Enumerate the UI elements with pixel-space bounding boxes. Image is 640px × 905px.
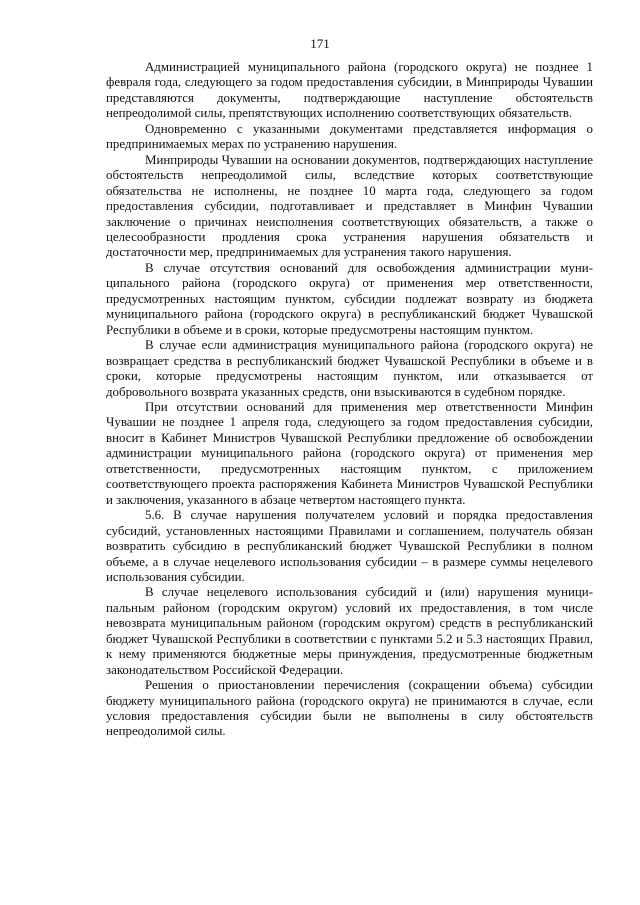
paragraph-budget-coercion: В случае нецелевого использования субсидий и (или) нарушения муниципальным районом (городским округом) условий их предоставления, в том числе невозврата муниципальным районом (городским округом) средств в республиканский бюджет Чувашской Республики в соответствии с пунктами 5.2 и 5.3 настоящих Правил, к нему применяются бюджетные меры принуждения, предусмотренные бюджетным законодательством Российской Федерации.: [106, 585, 593, 677]
paragraph-measures-information: Одновременно с указанными документами представляется информация о предпринимаемых мерах по устранению нарушения.: [106, 121, 593, 152]
paragraph-release-proposal: При отсутствии оснований для применения мер ответственности Минфин Чувашии не позднее 1 апреля года, следующего за годом предоставления субсидии, вносит в Кабинет Министров Чувашской Республики предложение об освобождении администрации муниципального района (городского округа) от применения мер ответственности, предусмотренных настоящим пунктом, с приложением соответствующего проекта распоряжения Кабинета Министров Чувашской Республики и заключения, указанного в абзаце четвертом настоящего пункта.: [106, 399, 593, 507]
paragraph-subsidy-return: В случае отсутствия оснований для освобождения администрации муниципального района (городского округа) от применения мер ответственности, предусмотренных настоящим пунктом, субсидии подлежат возврату из бюджета муниципального района (городского округа) в республиканский бюджет Чувашской Республики в объеме и в сроки, которые предусмотрены настоящим пунктом.: [106, 260, 593, 337]
page-number: 171: [310, 36, 330, 51]
paragraph-ministry-conclusion: Минприроды Чувашии на основании документов, подтверждающих наступление обстоятельств непреодолимой силы, вследствие которых соответствующие обязательства не исполнены, не позднее 10 марта года, следующего за годом предоставления субсидии, подготавливает и представляет в Минфин Чувашии заключение о причинах неисполнения соответствующих обязательств, а также о целесообразности продления срока устранения нарушения обязательств и достаточности мер, предпринимаемых для устранения такого нарушения.: [106, 152, 593, 260]
paragraph-suspension-decisions: Решения о приостановлении перечисления (сокращении объема) субсидии бюджету муниципального района (городского округа) не принимаются в случае, если условия предоставления субсидии были не выполнены в силу обстоятельств непреодолимой силы.: [106, 678, 593, 739]
paragraph-force-majeure-documents: Администрацией муниципального района (городского округа) не позднее 1 февраля года, следующего за годом предоставления субсидии, в Минприроды Чувашии представляются документы, подтверждающие наступление обстоятельств непреодолимой силы, препятствующих исполнению соответствующих обязательств.: [106, 60, 593, 121]
paragraph-judicial-recovery: В случае если администрация муниципального района (городского округа) не возвращает средства в республиканский бюджет Чувашской Республики в объеме и в сроки, которые предусмотрены настоящим пунктом, или отказывается от добровольного возврата указанных средств, они взыскиваются в судебном порядке.: [106, 338, 593, 399]
body-text: [106, 60, 593, 740]
paragraph-clause-5-6: 5.6. В случае нарушения получателем условий и порядка предоставления субсидий, установленных настоящими Правилами и соглашением, получатель обязан возвратить субсидию в республиканский бюджет Чувашской Республики в полном объеме, а в случае нецелевого использования субсидии – в размере суммы нецелевого использования субсидии.: [106, 508, 593, 584]
